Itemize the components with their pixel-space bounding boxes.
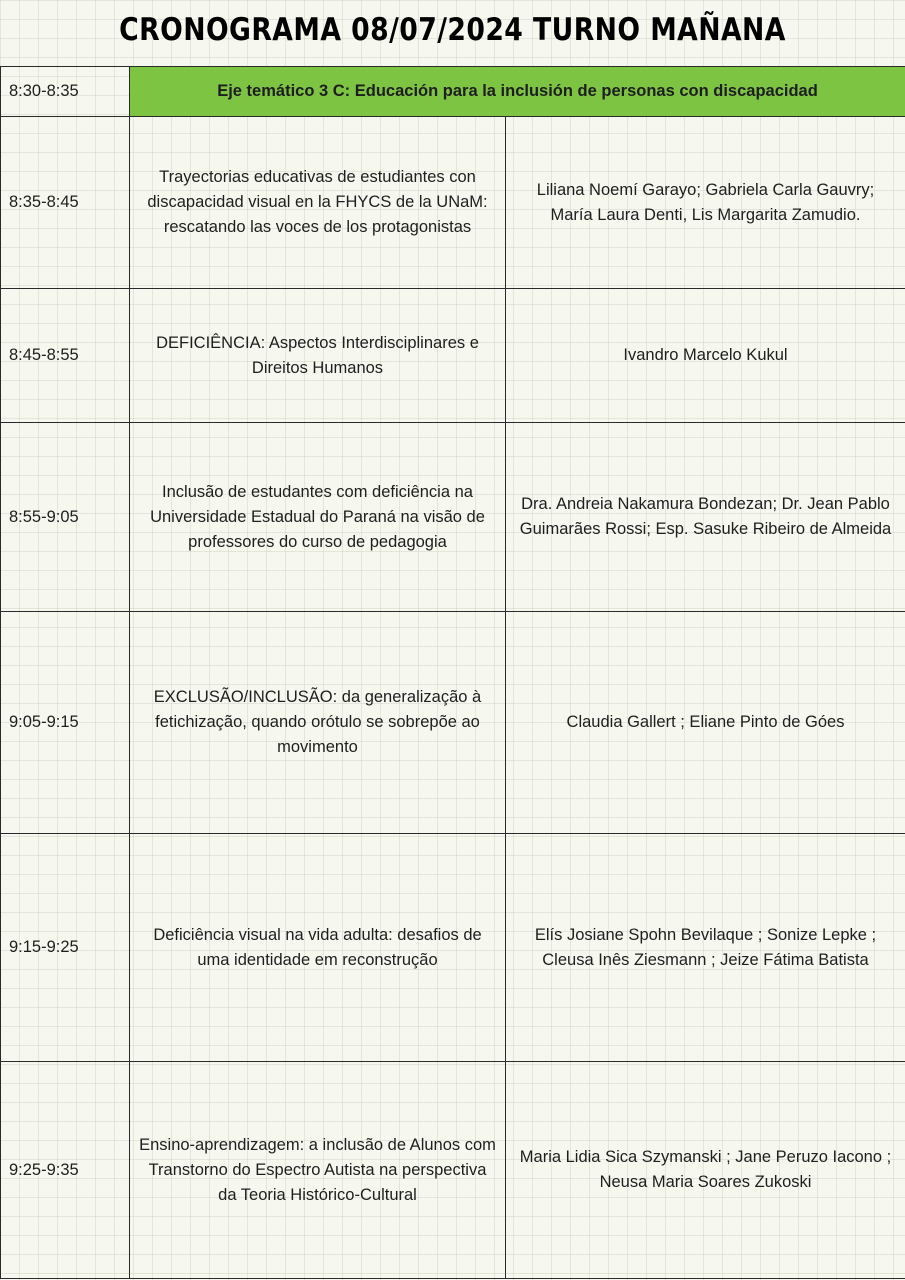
presentation-title: EXCLUSÃO/INCLUSÃO: da generalização à fetichização, quando orótulo se sobrepõe ao movimento [130,612,506,834]
presentation-title: DEFICIÊNCIA: Aspectos Interdisciplinares e Direitos Humanos [130,289,506,423]
table-row [1,612,905,834]
table-row [1,117,905,289]
time-cell: 8:55-9:05 [1,423,130,612]
presentation-authors: Liliana Noemí Garayo; Gabriela Carla Gauvry; María Laura Denti, Lis Margarita Zamudio. [506,117,905,289]
table-row [1,289,905,423]
time-cell: 8:35-8:45 [1,117,130,289]
table-row-header [1,67,905,117]
presentation-authors: Elís Josiane Spohn Bevilaque ; Sonize Lepke ; Cleusa Inês Ziesmann ; Jeize Fátima Batista [506,834,905,1062]
presentation-authors: Maria Lidia Sica Szymanski ; Jane Peruzo Iacono ; Neusa Maria Soares Zukoski [506,1062,905,1279]
presentation-authors: Ivandro Marcelo Kukul [506,289,905,423]
presentation-title: Ensino-aprendizagem: a inclusão de Alunos com Transtorno do Espectro Autista na perspectiva da Teoria Histórico-Cultural [130,1062,506,1279]
presentation-authors: Dra. Andreia Nakamura Bondezan; Dr. Jean Pablo Guimarães Rossi; Esp. Sasuke Ribeiro de Almeida [506,423,905,612]
presentation-title: Deficiência visual na vida adulta: desafios de uma identidade em reconstrução [130,834,506,1062]
time-cell: 9:05-9:15 [1,612,130,834]
presentation-title: Inclusão de estudantes com deficiência na Universidade Estadual do Paraná na visão de professores do curso de pedagogia [130,423,506,612]
time-cell: 8:45-8:55 [1,289,130,423]
presentation-title: Trayectorias educativas de estudiantes con discapacidad visual en la FHYCS de la UNaM: rescatando las voces de los protagonistas [130,117,506,289]
time-cell: 8:30-8:35 [1,67,130,117]
table-row [1,834,905,1062]
schedule-table [0,66,905,1279]
time-cell: 9:15-9:25 [1,834,130,1062]
presentation-authors: Claudia Gallert ; Eliane Pinto de Góes [506,612,905,834]
table-row [1,1062,905,1279]
page-title: CRONOGRAMA 08/07/2024 TURNO MAÑANA [119,12,786,48]
theme-header: Eje temático 3 C: Educación para la inclusión de personas con discapacidad [130,67,905,117]
time-cell: 9:25-9:35 [1,1062,130,1279]
table-row [1,423,905,612]
